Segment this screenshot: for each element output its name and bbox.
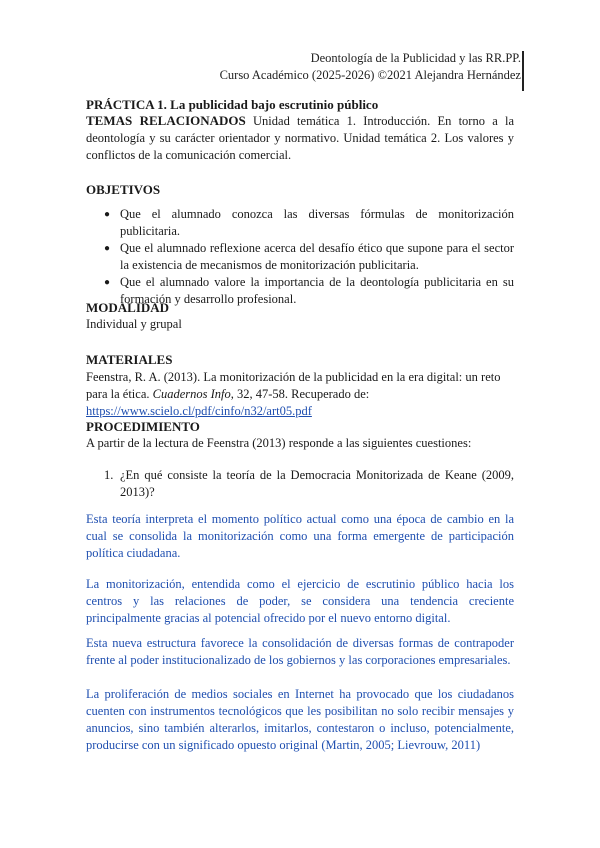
objectives-heading: OBJETIVOS bbox=[86, 182, 161, 197]
header-course-year: Curso Académico (2025-2026) ©2021 Alejandra Hernández bbox=[219, 68, 521, 82]
objectives-list-wrapper bbox=[86, 206, 514, 308]
objective-item: ● Que el alumnado reflexione acerca del desafío ético que supone para el sector la existencia de mecanismos de monitorización publicitaria. bbox=[86, 240, 514, 274]
answer-paragraph: Esta nueva estructura favorece la consolidación de diversas formas de contrapoder frente al poder institucionalizado de los gobiernos y las corporaciones empresariales. bbox=[86, 636, 514, 667]
objective-item: ● Que el alumnado valore la importancia de la deontología publicitaria en su formación y desarrollo profesional. bbox=[86, 274, 514, 308]
materials-reference: Feenstra, R. A. (2013). La monitorización de la publicidad en la era digital: un reto para la ética. Cuadernos Info, 32, 47-58. Recuperado de: https://www.scielo.cl/pdf/cinfo/n32/art05.pdf bbox=[86, 370, 501, 418]
question-wrapper bbox=[86, 467, 514, 501]
journal-title: Cuadernos Info bbox=[152, 387, 231, 401]
header-rule bbox=[522, 51, 524, 91]
related-topics bbox=[86, 112, 514, 164]
topics-text: Unidad temática 1. Introducción. En torno a la deontología y su carácter orientador y normativo. Unidad temática 2. Los valores y conflictos de la comunicación comercial. bbox=[86, 114, 514, 162]
modality-heading: MODALIDAD bbox=[86, 300, 170, 315]
reference-link[interactable]: https://www.scielo.cl/pdf/cinfo/n32/art05.pdf bbox=[86, 404, 312, 418]
procedure-intro: A partir de la lectura de Feenstra (2013) responde a las siguientes cuestiones: bbox=[86, 436, 472, 450]
answer-paragraph: La proliferación de medios sociales en Internet ha provocado que los ciudadanos cuenten con instrumentos tecnológicos que les posibilitan no solo recibir mensajes y anuncios, sino también alterarlos, imitarlos, contestaron o incluso, potencialmente, producirse con un significado opuesto original (Martin, 2005; Lievrouw, 2011) bbox=[86, 687, 514, 752]
practice-title: PRÁCTICA 1. La publicidad bajo escrutinio público bbox=[86, 97, 379, 112]
objectives-list bbox=[86, 206, 514, 308]
topics-label: TEMAS RELACIONADOS bbox=[86, 113, 246, 128]
modality-text: Individual y grupal bbox=[86, 317, 182, 331]
question-text: ¿En qué consiste la teoría de la Democracia Monitorizada de Keane (2009, 2013)? bbox=[120, 468, 514, 499]
running-header bbox=[220, 50, 521, 84]
objective-item: ● Que el alumnado conozca las diversas fórmulas de monitorización publicitaria. bbox=[86, 206, 514, 240]
question-number: 1. bbox=[104, 468, 114, 482]
answer-paragraph: Esta teoría interpreta el momento político actual como una época de cambio en la cual se consolida la monitorización como una forma emergente de participación política ciudadana. bbox=[86, 512, 514, 560]
materials-heading: MATERIALES bbox=[86, 352, 173, 367]
header-course-title: Deontología de la Publicidad y las RR.PP. bbox=[310, 51, 521, 65]
question-list bbox=[86, 467, 514, 501]
procedure-heading: PROCEDIMIENTO bbox=[86, 419, 200, 434]
answer-paragraph: La monitorización, entendida como el ejercicio de escrutinio público hacia los centros y las relaciones de poder, se considera una tendencia creciente principalmente gracias al potencial ofrecido por el nuevo entorno digital. bbox=[86, 577, 514, 625]
question-item bbox=[86, 467, 514, 501]
